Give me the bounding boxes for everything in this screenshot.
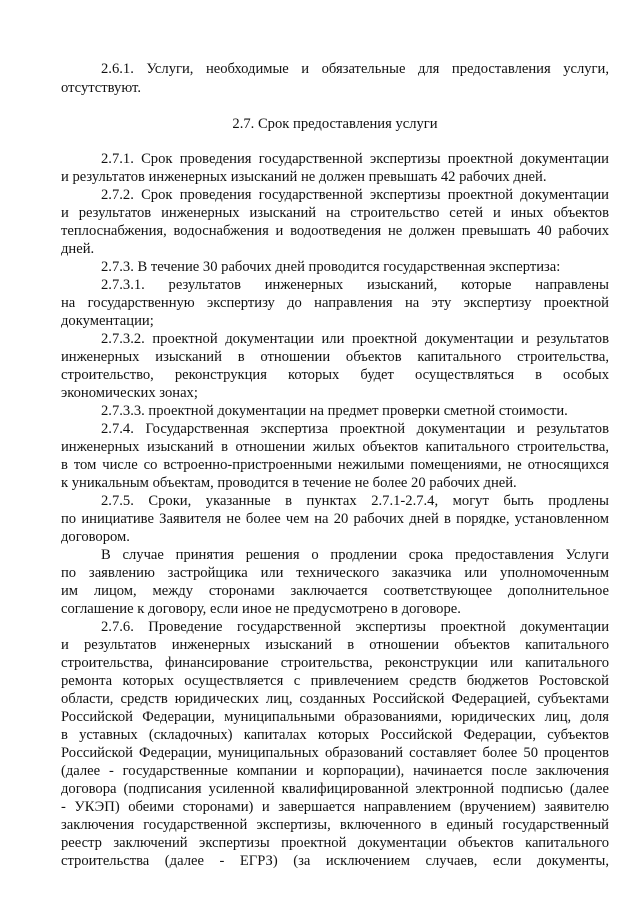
text-line: Российской Федерации, муниципальных образований составляет более 50 процентов bbox=[61, 745, 609, 761]
text-line: строительства, финансирование строительства, реконструкции или капитального bbox=[61, 655, 609, 671]
text-line: реестр заключений экспертизы проектной документации объектов капитального bbox=[61, 835, 609, 851]
text-line: 2.7.3. В течение 30 рабочих дней проводится государственная экспертиза: bbox=[101, 259, 561, 275]
text-line: документации; bbox=[61, 313, 154, 329]
text-line: 2.6.1. Услуги, необходимые и обязательные для предоставления услуги, bbox=[101, 61, 609, 77]
text-line: договором. bbox=[61, 529, 130, 545]
text-line: 2.7.3.2. проектной документации или проектной документации и результатов bbox=[101, 331, 609, 347]
text-line: 2.7.3.1. результатов инженерных изысканий, которые направлены bbox=[101, 277, 609, 293]
text-line: строительство, реконструкция которых будет осуществляться в особых bbox=[61, 367, 609, 383]
text-line: 2.7.3.3. проектной документации на предмет проверки сметной стоимости. bbox=[101, 403, 568, 419]
text-line: теплоснабжения, водоснабжения и водоотведения не должен превышать 40 рабочих bbox=[61, 223, 609, 239]
text-line: и результатов инженерных изысканий в отношении объектов капитального bbox=[61, 637, 609, 653]
text-line: В случае принятия решения о продлении срока предоставления Услуги bbox=[101, 547, 609, 563]
text-line: инженерных изысканий в отношении объектов капитального строительства, bbox=[61, 349, 609, 365]
text-line: строительства (далее - ЕГРЗ) (за исключением случаев, если документы, bbox=[61, 853, 609, 869]
text-line: на государственную экспертизу до направления на эту экспертизу проектной bbox=[61, 295, 609, 311]
text-line: по заявлению застройщика или технического заказчика или уполномоченным bbox=[61, 565, 609, 581]
text-line: отсутствуют. bbox=[61, 80, 141, 96]
text-line: области, средств юридических лиц, созданных Российской Федерацией, субъектами bbox=[61, 691, 609, 707]
text-line: заключения государственной экспертизы, включенного в единый государственный bbox=[61, 817, 609, 833]
text-line: и результатов инженерных изысканий на строительство сетей и иных объектов bbox=[61, 205, 609, 221]
text-line: дней. bbox=[61, 241, 95, 257]
text-line: договора (подписания усиленной квалифицированной электронной подписью (далее bbox=[61, 781, 609, 797]
text-line: 2.7.1. Срок проведения государственной экспертизы проектной документации bbox=[101, 151, 609, 167]
section-heading: 2.7. Срок предоставления услуги bbox=[232, 116, 438, 132]
text-line: и результатов инженерных изысканий не должен превышать 42 рабочих дней. bbox=[61, 169, 547, 185]
text-line: экономических зонах; bbox=[61, 385, 198, 401]
text-line: в том числе со встроенно-пристроенными нежилыми помещениями, не относящихся bbox=[61, 457, 609, 473]
text-line: им лицом, между сторонами заключается соответствующее дополнительное bbox=[61, 583, 609, 599]
text-line: к уникальным объектам, проводится в течение не более 20 рабочих дней. bbox=[61, 475, 517, 491]
text-line: 2.7.2. Срок проведения государственной экспертизы проектной документации bbox=[101, 187, 609, 203]
text-line: (далее - государственные компании и корпорации), начинается после заключения bbox=[61, 763, 609, 779]
text-line: - УКЭП) обеими сторонами) и завершается направлением (вручением) заявителю bbox=[61, 799, 609, 815]
text-line: Российской Федерации, муниципальными образованиями, юридических лиц, доля bbox=[61, 709, 609, 725]
text-line: по инициативе Заявителя не более чем на 20 рабочих дней в порядке, установленном bbox=[61, 511, 609, 527]
text-line: соглашение к договору, если иное не предусмотрено в договоре. bbox=[61, 601, 461, 617]
text-line: 2.7.5. Сроки, указанные в пунктах 2.7.1-2.7.4, могут быть продлены bbox=[101, 493, 609, 509]
text-line: 2.7.4. Государственная экспертиза проектной документации и результатов bbox=[101, 421, 609, 437]
text-line: в уставных (складочных) капиталах которых Российской Федерации, субъектов bbox=[61, 727, 609, 743]
text-line: инженерных изысканий в отношении жилых объектов капитального строительства, bbox=[61, 439, 609, 455]
text-line: ремонта которых осуществляется с привлечением средств бюджетов Ростовской bbox=[61, 673, 609, 689]
text-line: 2.7.6. Проведение государственной экспертизы проектной документации bbox=[101, 619, 609, 635]
